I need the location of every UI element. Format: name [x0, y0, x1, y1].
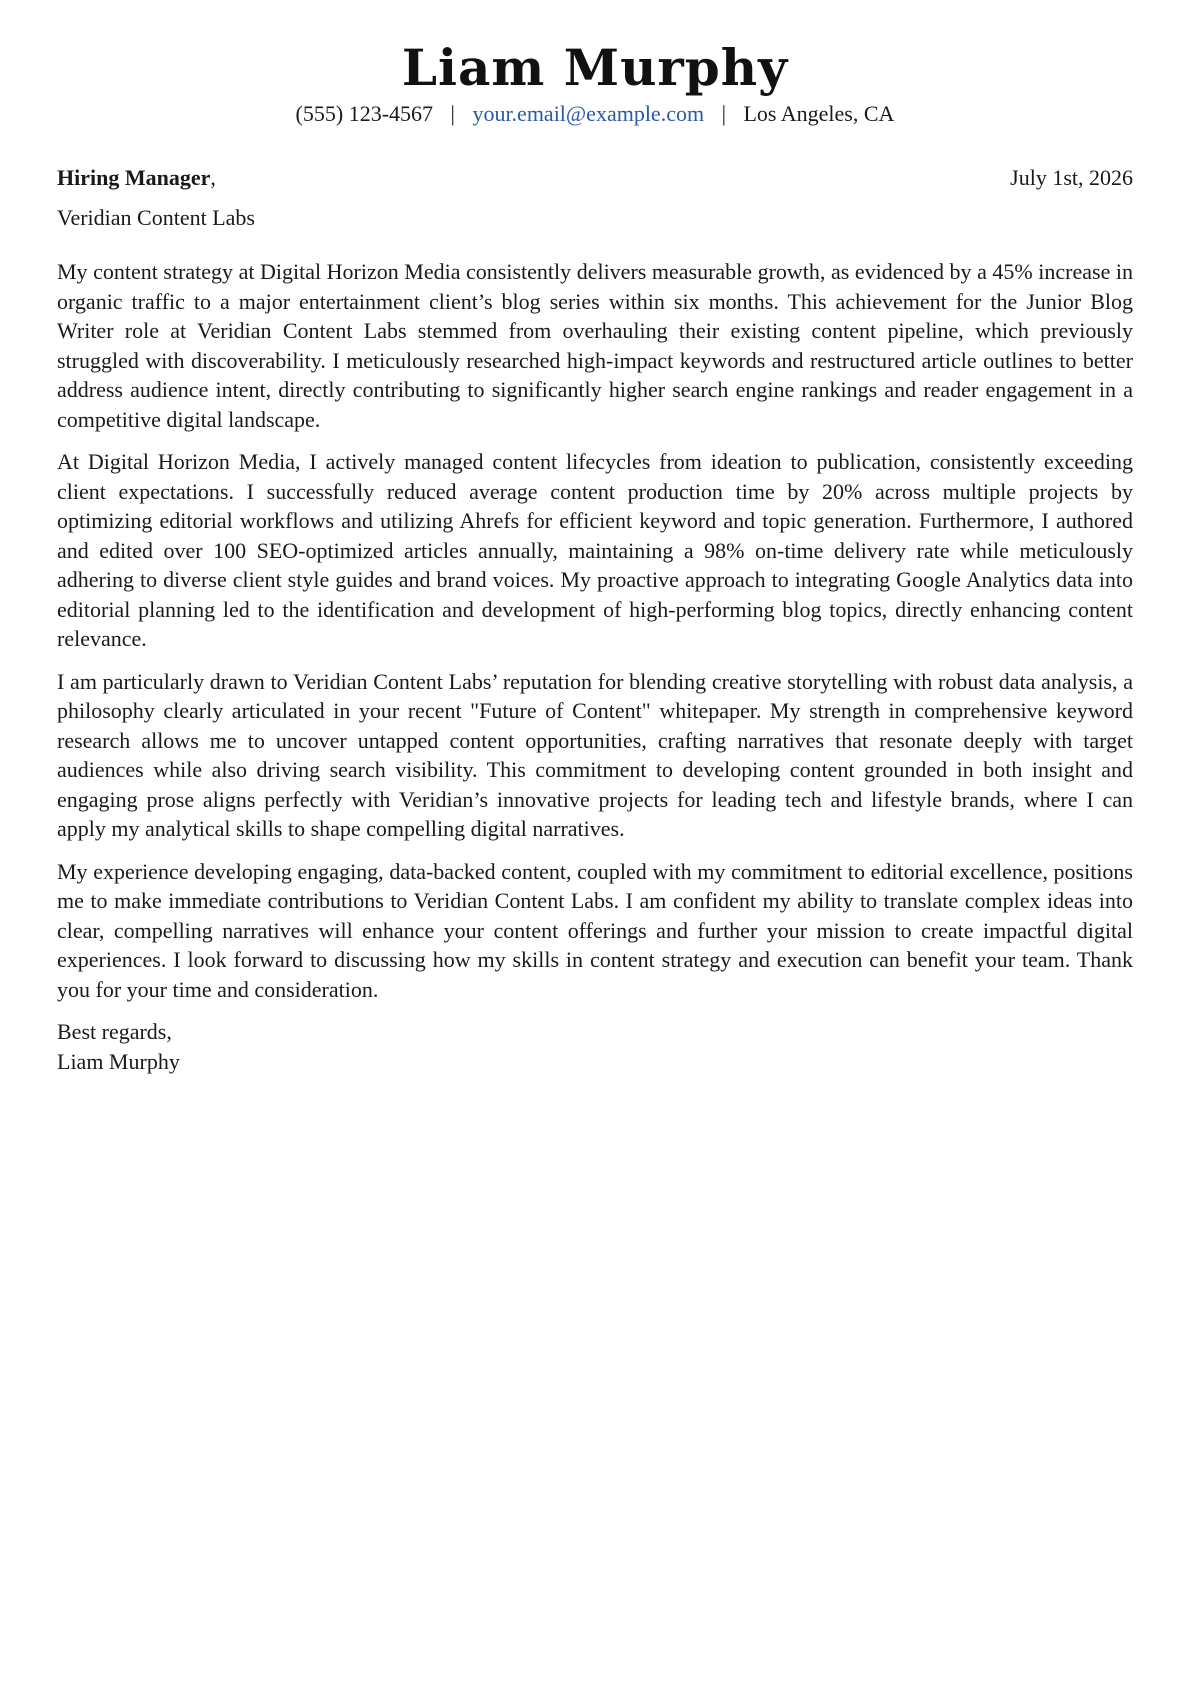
letter-date: July 1st, 2026 [1010, 165, 1133, 190]
recipient-title-comma: , [210, 165, 216, 190]
location: Los Angeles, CA [743, 101, 895, 126]
separator: | [450, 101, 455, 126]
letter-body [57, 257, 1133, 1004]
recipient-company: Veridian Content Labs [57, 205, 255, 230]
closing-salutation: Best regards, [57, 1019, 172, 1044]
phone-number: (555) 123-4567 [295, 101, 434, 126]
applicant-name: Liam Murphy [401, 38, 789, 97]
letter-closing [57, 1017, 1133, 1076]
email-link[interactable]: your.email@example.com [472, 101, 705, 126]
contact-info [57, 101, 1133, 127]
body-paragraph: My content strategy at Digital Horizon Media consistently delivers measurable growth, as evidenced by a 45% increase in organic traffic to a major entertainment client’s blog series within six months. This achievement for the Junior Blog Writer role at Veridian Content Labs stemmed from overhauling their existing content pipeline, which previously struggled with discoverability. I meticulously researched high-impact keywords and restructured article outlines to better address audience intent, directly contributing to significantly higher search engine rankings and reader engagement in a competitive digital landscape. [57, 259, 1133, 432]
body-paragraph: I am particularly drawn to Veridian Content Labs’ reputation for blending creative storytelling with robust data analysis, a philosophy clearly articulated in your recent "Future of Content" whitepaper. My strength in comprehensive keyword research allows me to uncover untapped content opportunities, crafting narratives that resonate deeply with target audiences while also driving search visibility. This commitment to developing content grounded in both insight and engaging prose aligns perfectly with Veridian’s innovative projects for leading tech and lifestyle brands, where I can apply my analytical skills to shape compelling digital narratives. [57, 668, 1133, 841]
recipient-title-text: Hiring Manager [57, 165, 211, 190]
recipient-title [57, 165, 216, 191]
recipient-date-row [57, 165, 1133, 191]
body-paragraph: My experience developing engaging, data-backed content, coupled with my commitment to editorial excellence, positions me to make immediate contributions to Veridian Content Labs. I am confident my ability to translate complex ideas into clear, compelling narratives will enhance your content offerings and further your mission to create impactful digital experiences. I look forward to discussing how my skills in content strategy and execution can benefit your team. Thank you for your time and consideration. [57, 858, 1133, 1002]
closing-signature: Liam Murphy [57, 1048, 180, 1074]
separator: | [721, 101, 726, 126]
body-paragraph: At Digital Horizon Media, I actively managed content lifecycles from ideation to publication, consistently exceeding client expectations. I successfully reduced average content production time by 20% across multiple projects by optimizing editorial workflows and utilizing Ahrefs for efficient keyword and topic generation. Furthermore, I authored and edited over 100 SEO-optimized articles annually, maintaining a 98% on-time delivery rate while meticulously adhering to diverse client style guides and brand voices. My proactive approach to integrating Google Analytics data into editorial planning led to the identification and development of high-performing blog topics, directly enhancing content relevance. [57, 449, 1133, 651]
